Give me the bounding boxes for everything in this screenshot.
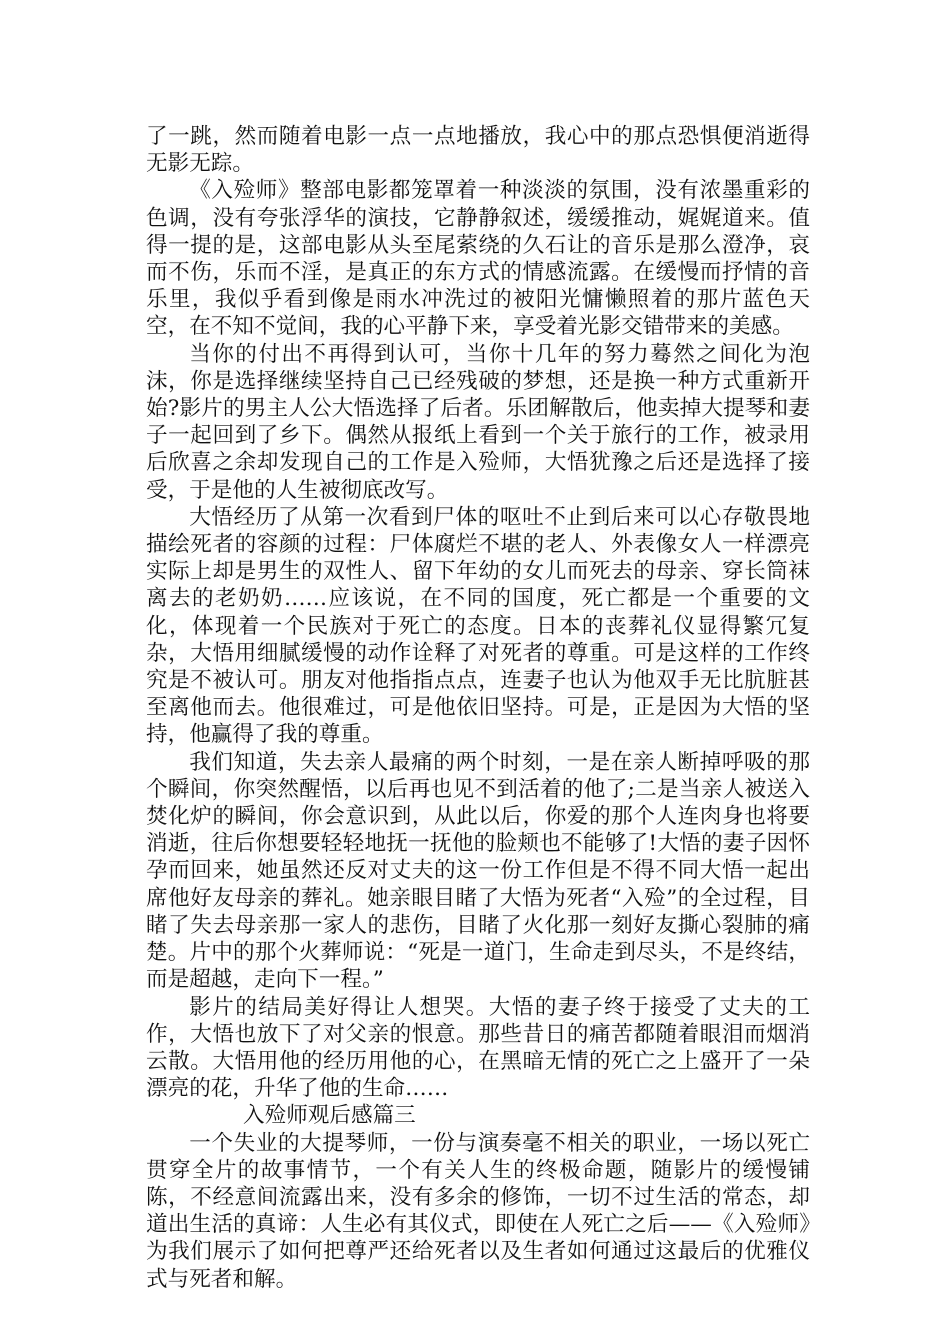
paragraph: 当你的付出不再得到认可，当你十几年的努力蓦然之间化为泡沫，你是选择继续坚持自己已经残破的梦想，还是换一种方式重新开始?影片的男主人公大悟选择了后者。乐团解散后，他卖掉大提琴和妻子一起回到了乡下。偶然从报纸上看到一个关于旅行的工作，被录用后欣喜之余却发现自己的工作是入殓师，大悟犹豫之后还是选择了接受，于是他的人生被彻底改写。: [146, 341, 810, 503]
paragraph: 《入殓师》整部电影都笼罩着一种淡淡的氛围，没有浓墨重彩的色调，没有夸张浮华的演技，它静静叙述，缓缓推动，娓娓道来。值得一提的是，这部电影从头至尾萦绕的久石让的音乐是那么澄净，哀而不伤，乐而不淫，是真正的东方式的情感流露。在缓慢而抒情的音乐里，我似乎看到像是雨水冲洗过的被阳光慵懒照着的那片蓝色天空，在不知不觉间，我的心平静下来，享受着光影交错带来的美感。: [146, 178, 810, 340]
section-heading: 入殓师观后感篇三: [243, 1103, 416, 1129]
paragraph: 影片的结局美好得让人想哭。大悟的妻子终于接受了丈夫的工作，大悟也放下了对父亲的恨意。那些昔日的痛苦都随着眼泪而烟消云散。大悟用他的经历用他的心，在黑暗无情的死亡之上盛开了一朵漂亮的花，升华了他的生命……: [146, 994, 810, 1102]
paragraph: 大悟经历了从第一次看到尸体的呕吐不止到后来可以心存敬畏地描绘死者的容颜的过程：尸体腐烂不堪的老人、外表像女人一样漂亮实际上却是男生的双性人、留下年幼的女儿而死去的母亲、穿长筒袜离去的老奶奶……应该说，在不同的国度，死亡都是一个重要的文化，体现着一个民族对于死亡的态度。日本的丧葬礼仪显得繁冗复杂，大悟用细腻缓慢的动作诠释了对死者的尊重。可是这样的工作终究是不被认可。朋友对他指指点点，连妻子也认为他双手无比肮脏甚至离他而去。他很难过，可是他依旧坚持。可是，正是因为大悟的坚持，他赢得了我的尊重。: [146, 504, 810, 748]
paragraph: 一个失业的大提琴师，一份与演奏毫不相关的职业，一场以死亡贯穿全片的故事情节，一个有关人生的终极命题，随影片的缓慢铺陈，不经意间流露出来，没有多余的修饰，一切不过生活的常态，却道出生活的真谛：人生必有其仪式，即使在人死亡之后——《入殓师》为我们展示了如何把尊严还给死者以及生者如何通过这最后的优雅仪式与死者和解。: [146, 1130, 810, 1292]
document-body: [146, 123, 810, 1293]
paragraph-continued: 了一跳，然而随着电影一点一点地播放，我心中的那点恐惧便消逝得无影无踪。: [146, 124, 810, 177]
paragraph: 我们知道，失去亲人最痛的两个时刻，一是在亲人断掉呼吸的那个瞬间，你突然醒悟，以后再也见不到活着的他了;二是当亲人被送入焚化炉的瞬间，你会意识到，从此以后，你爱的那个人连肉身也将要消逝，往后你想要轻轻地抚一抚他的脸颊也不能够了!大悟的妻子因怀孕而回来，她虽然还反对丈夫的这一份工作但是不得不同大悟一起出席他好友母亲的葬礼。她亲眼目睹了大悟为死者“入殓”的全过程，目睹了失去母亲那一家人的悲伤，目睹了火化那一刻好友撕心裂肺的痛楚。片中的那个火葬师说：“死是一道门，生命走到尽头，不是终结，而是超越，走向下一程。”: [146, 749, 810, 993]
